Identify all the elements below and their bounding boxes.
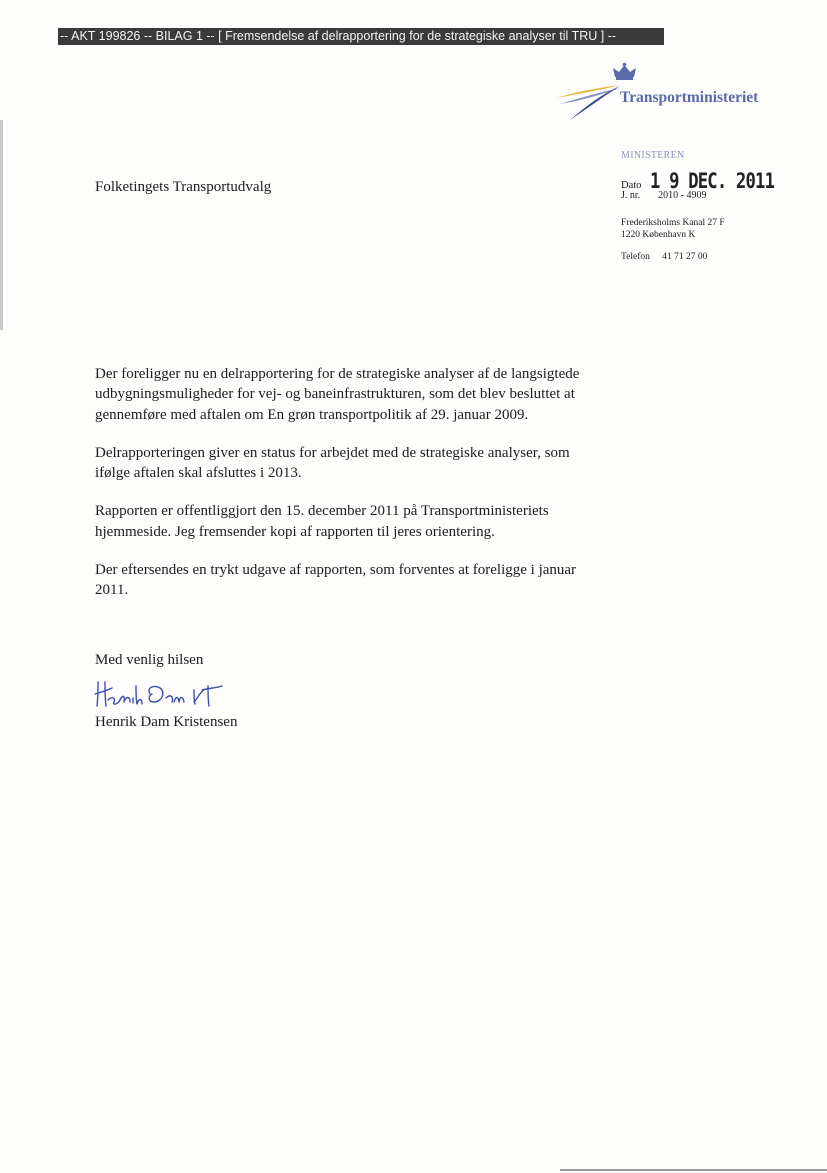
address-street: Frederiksholms Kanal 27 F [621,218,725,228]
closing-greeting: Med venlig hilsen [95,652,204,668]
date-label: Dato [621,180,642,191]
jnr-value: 2010 - 4909 [658,190,707,201]
handwritten-signature [90,676,250,712]
logo-wordmark: Transportministeriet [620,89,759,106]
recipient: Folketingets Transportudvalg [95,179,272,195]
swoosh-icon [556,85,620,120]
sender-block [621,150,801,262]
signer-name: Henrik Dam Kristensen [95,714,238,730]
phone-row [621,252,801,262]
phone-value: 41 71 27 00 [662,252,708,262]
sender-label: MINISTEREN [621,150,685,161]
phone-label: Telefon [621,252,650,262]
crown-icon [613,63,636,80]
date-stamp: 1 9 DEC. 2011 [649,169,774,193]
paragraph: Delrapporteringen giver en status for arbejdet med de strategiske analyser, som ifølge aftalen skal afsluttes i 2013. [95,444,570,482]
scan-edge-bottom [560,1169,827,1171]
ministry-logo [556,62,771,124]
jnr-label: J. nr. [621,190,641,201]
document-banner: -- AKT 199826 -- BILAG 1 -- [ Fremsendelse af delrapportering for de strategiske analyser til TRU ] -- [58,28,664,45]
letter-body [95,364,595,619]
scan-edge [0,120,3,330]
address [621,217,801,241]
paragraph: Rapporten er offentliggjort den 15. december 2011 på Transportministeriets hjemmeside. Jeg fremsender kopi af rapporten til jeres orientering. [95,503,549,540]
address-city: 1220 København K [621,230,696,240]
paragraph: Der eftersendes en trykt udgave af rapporten, som forventes at foreligge i januar 2011. [95,562,577,599]
paragraph: Der foreligger nu en delrapportering for de strategiske analyser af de langsigtede udbygningsmuligheder for vej- og baneinfrastrukturen, som det blev besluttet at gennemføre med aftalen om En grøn transportpolitik af 29. januar 2009. [95,366,580,423]
